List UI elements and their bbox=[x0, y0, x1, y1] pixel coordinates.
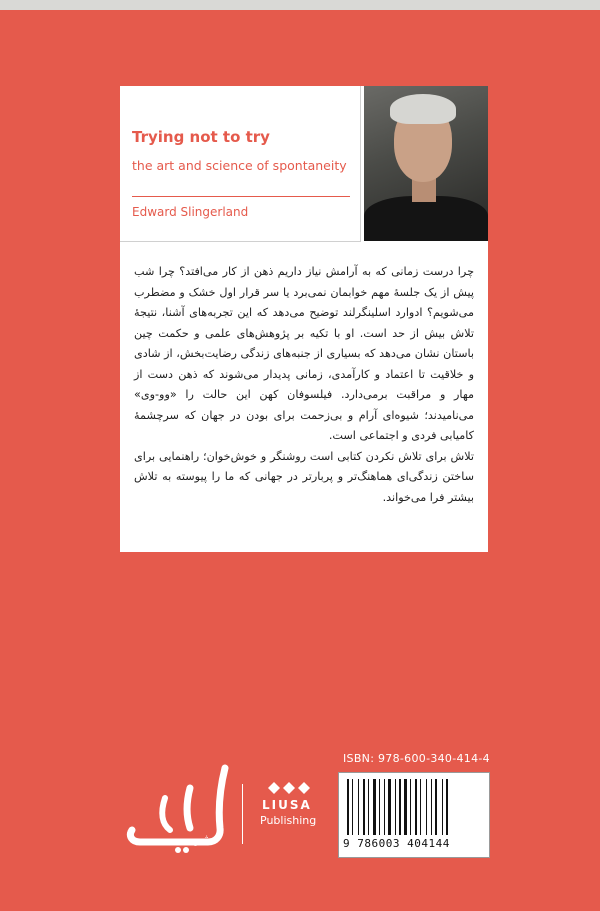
description-paragraph-2: تلاش برای تلاش نکردن کتابی است روشنگر و خوش‌خوان؛ راهنمایی برای ساختن زندگی‌ای هماهنگ‌تر و پربارتر در جهانی که ما را پیوسته به تلاش بیشتر فرا می‌خواند. bbox=[134, 449, 474, 504]
book-title: Trying not to try bbox=[132, 128, 270, 146]
book-description bbox=[134, 262, 474, 508]
barcode-bar bbox=[347, 779, 349, 835]
barcode-number: 9 786003 404144 bbox=[343, 837, 450, 850]
barcode-bar bbox=[395, 779, 396, 835]
barcode-bar bbox=[435, 779, 437, 835]
barcode-bar bbox=[399, 779, 401, 835]
barcode-bar bbox=[366, 779, 367, 835]
barcode-bar bbox=[408, 779, 409, 835]
barcode-bars bbox=[347, 779, 481, 835]
barcode-bar bbox=[446, 779, 448, 835]
barcode-bar bbox=[433, 779, 434, 835]
barcode-bar bbox=[386, 779, 387, 835]
photo-hair bbox=[390, 94, 456, 124]
barcode-bar bbox=[358, 779, 359, 835]
title-block bbox=[120, 86, 361, 242]
barcode-bar bbox=[431, 779, 432, 835]
barcode bbox=[338, 772, 490, 858]
barcode-bar bbox=[388, 779, 391, 835]
barcode-bar bbox=[428, 779, 430, 835]
logo-divider bbox=[242, 784, 243, 844]
barcode-bar bbox=[370, 779, 372, 835]
publisher-calligraphy-logo-icon bbox=[120, 758, 240, 854]
barcode-bar bbox=[449, 779, 450, 835]
barcode-bar bbox=[442, 779, 443, 835]
barcode-bar bbox=[444, 779, 445, 835]
barcode-bar bbox=[377, 779, 378, 835]
barcode-bar bbox=[412, 779, 414, 835]
barcode-bar bbox=[438, 779, 441, 835]
barcode-bar bbox=[384, 779, 385, 835]
barcode-bar bbox=[392, 779, 394, 835]
scan-edge bbox=[0, 0, 600, 10]
publisher-subtitle: Publishing bbox=[260, 814, 317, 827]
barcode-bar bbox=[404, 779, 407, 835]
description-paragraph-1: چرا درست زمانی که به آرامش نیاز داریم ذهن از کار می‌افتد؟ چرا شب پیش از یک جلسهٔ مهم خوابمان نمی‌برد یا سر قرار اول خشک و مضطرب می‌شویم؟ ادوارد اسلینگرلند توضیح می‌دهد که این تجربه‌های آشنا، نتیجهٔ تلاش بیش از حد است. او با تکیه بر پژوهش‌های علمی و حکمت چین باستان نشان می‌دهد که بسیاری از جنبه‌های زندگی رضایت‌بخش، از شادی و خلاقیت تا اعتماد و کارآمدی، زمانی پدیدار می‌شوند که ذهن دست از مهار و مراقبت برمی‌دارد. فیلسوفان کهن این حالت را «وو-وی» می‌نامیدند؛ شیوه‌ای آرام و بی‌زحمت برای بودن در جهان که سرچشمهٔ کامیابی فردی و اجتماعی است. bbox=[134, 265, 474, 442]
barcode-bar bbox=[379, 779, 380, 835]
barcode-bar bbox=[373, 779, 376, 835]
author-name: Edward Slingerland bbox=[132, 205, 249, 219]
barcode-bar bbox=[363, 779, 365, 835]
barcode-bar bbox=[350, 779, 351, 835]
barcode-bar bbox=[354, 779, 357, 835]
barcode-bar bbox=[381, 779, 383, 835]
author-photo bbox=[364, 86, 488, 241]
title-divider bbox=[132, 196, 350, 197]
info-panel bbox=[120, 86, 488, 552]
photo-shirt bbox=[364, 196, 488, 241]
publisher-diamonds-icon bbox=[264, 780, 324, 796]
barcode-bar bbox=[418, 779, 419, 835]
barcode-bar bbox=[397, 779, 398, 835]
barcode-bar bbox=[426, 779, 427, 835]
barcode-bar bbox=[420, 779, 421, 835]
barcode-bar bbox=[360, 779, 362, 835]
book-subtitle: the art and science of spontaneity bbox=[132, 158, 347, 173]
publisher-name: LIUSA bbox=[262, 798, 312, 812]
barcode-bar bbox=[402, 779, 403, 835]
isbn-label: ISBN: 978-600-340-414-4 bbox=[343, 752, 490, 765]
barcode-bar bbox=[410, 779, 411, 835]
barcode-bar bbox=[422, 779, 425, 835]
publisher-persian-label: نشر bbox=[195, 832, 216, 846]
barcode-bar bbox=[352, 779, 353, 835]
barcode-bar bbox=[415, 779, 417, 835]
barcode-bar bbox=[368, 779, 369, 835]
publisher-logo bbox=[246, 778, 336, 852]
